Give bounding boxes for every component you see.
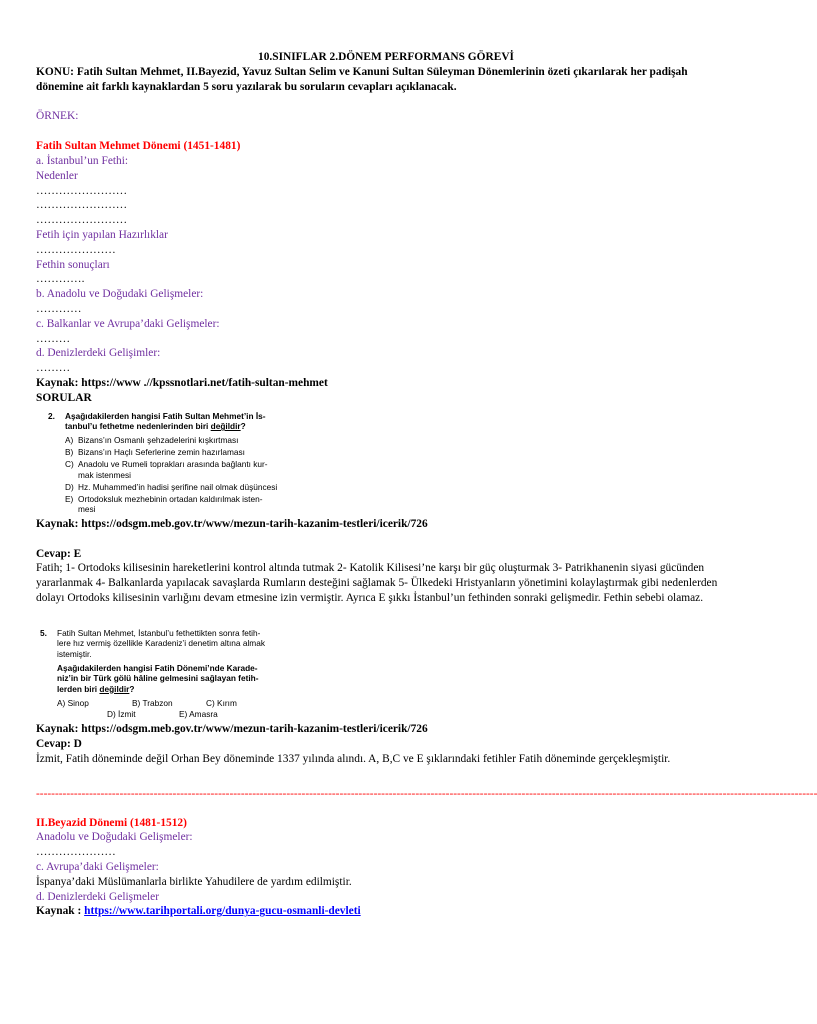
option-text-line: Ortodoksluk mezhebinin ortadan kaldırılmak isten- bbox=[78, 493, 263, 504]
question-intro-line: Fatih Sultan Mehmet, İstanbul’u fethettikten sonra fetih- bbox=[57, 627, 261, 638]
option-text bbox=[78, 459, 268, 480]
question-mark: ? bbox=[129, 683, 135, 694]
question-intro-line: lere hız vermiş özellikle Karadeniz’i denetim altına almak bbox=[57, 638, 265, 649]
option-text-line: Bizans’ın Osmanlı şehzadelerini kışkırtması bbox=[78, 434, 239, 445]
option-letter: E) bbox=[65, 493, 74, 504]
option-e: E) Amasra bbox=[179, 709, 218, 720]
answer-option bbox=[48, 435, 318, 446]
option-letter: C) bbox=[65, 458, 74, 469]
sea-developments-title: d. Denizlerdeki Gelişimler: bbox=[36, 347, 161, 360]
preparations-label: Fetih için yapılan Hazırlıklar bbox=[36, 228, 168, 241]
balkans-developments-title: c. Balkanlar ve Avrupa’daki Gelişmeler: bbox=[36, 317, 220, 330]
sea-developments-title: d. Denizlerdeki Gelişmeler bbox=[36, 890, 160, 903]
answer-option bbox=[48, 494, 318, 515]
question-stem-line: tanbul’u fethetme nedenlerinden biri bbox=[65, 421, 211, 432]
example-label: ÖRNEK: bbox=[36, 110, 79, 123]
option-c: C) Kırım bbox=[206, 698, 237, 709]
answer-options bbox=[48, 435, 318, 515]
answer-option bbox=[48, 482, 318, 493]
source-line: Kaynak: https://odsgm.meb.gov.tr/www/mezun-tarih-kazanim-testleri/icerik/726 bbox=[36, 723, 428, 736]
question-stem-line: niz’in bir Türk gölü hâline gelmesini sağlayan fetih- bbox=[57, 673, 259, 684]
option-text-line: Bizans’ın Haçlı Seferlerine zemin hazırlaması bbox=[78, 446, 245, 457]
placeholder-dots: ………………… bbox=[36, 243, 116, 256]
source-line: Kaynak: https://odsgm.meb.gov.tr/www/mezun-tarih-kazanim-testleri/icerik/726 bbox=[36, 517, 428, 530]
placeholder-dots: …………………… bbox=[36, 214, 128, 227]
reasons-label: Nedenler bbox=[36, 169, 78, 182]
placeholder-dots: …………………… bbox=[36, 199, 128, 212]
answer-label: Cevap: E bbox=[36, 547, 82, 560]
spain-note: İspanya’daki Müslümanlarla birlikte Yahudilere de yardım edilmiştir. bbox=[36, 875, 352, 888]
anatolia-developments-title: Anadolu ve Doğudaki Gelişmeler: bbox=[36, 831, 193, 844]
option-text-line: Hz. Muhammed’in hadisi şerifine nail olmak düşüncesi bbox=[78, 481, 278, 492]
emphasis-word: değildir bbox=[210, 421, 241, 432]
fatih-heading: Fatih Sultan Mehmet Dönemi (1451-1481) bbox=[36, 140, 241, 153]
anatolia-developments-title: b. Anadolu ve Doğudaki Gelişmeler: bbox=[36, 288, 204, 301]
question-intro bbox=[57, 628, 265, 660]
placeholder-dots: ………………… bbox=[36, 846, 116, 859]
answer-option bbox=[48, 447, 318, 458]
answer-option bbox=[48, 459, 318, 480]
source-label: Kaynak : bbox=[36, 905, 85, 918]
placeholder-dots: ……… bbox=[36, 332, 71, 345]
placeholder-dots: …………………… bbox=[36, 184, 128, 197]
option-text-line: Anadolu ve Rumeli toprakları arasında bağlantı kur- bbox=[78, 458, 268, 469]
answer-explanation: Fatih; 1- Ortodoks kilisesinin hareketlerini kontrol altında tutmak 2- Katolik Kilisesi’ne karşı bir güç oluşturmak 3- Patrikhanenin siyasi gücünden yararlanmak 4- Balkanlarda yapılacak savaşlarda Rumların desteğini sağlamak 5- Ülkedeki Hristyanların yönetimini kolaylaştırmak gibi nedenlerden dolayı Ortodoks kilisesinin varlığını devam etmesine izin vermiştir. Ayrıca E şıkkı İstanbul’un fethinden sonraki gelişmedir. Fethin sebebi olamaz. bbox=[36, 562, 718, 605]
document-page bbox=[36, 50, 817, 919]
answer-explanation: İzmit, Fatih döneminde değil Orhan Bey döneminde 1337 yılında alındı. A, B,C ve E şıklarındaki fetihler Fatih döneminde gerçekleşmiştir. bbox=[36, 753, 671, 766]
option-b: B) Trabzon bbox=[132, 698, 173, 709]
question-mark: ? bbox=[240, 421, 246, 432]
placeholder-dots: ……… bbox=[36, 362, 71, 375]
option-text-line: mak istenmesi bbox=[78, 469, 132, 480]
source-link[interactable]: https://www.tarihportali.org/dunya-gucu-osmanli-devleti bbox=[84, 905, 361, 918]
europe-developments-title: c. Avrupa’daki Gelişmeler: bbox=[36, 861, 159, 873]
option-text bbox=[78, 435, 238, 446]
question-stem-line: lerden biri bbox=[57, 683, 100, 694]
option-text-line: mesi bbox=[78, 504, 96, 515]
question-2 bbox=[36, 411, 318, 515]
question-stem bbox=[57, 663, 265, 695]
option-a: A) Sinop bbox=[57, 698, 89, 709]
question-5 bbox=[36, 628, 300, 721]
question-intro-line: istemiştir. bbox=[57, 649, 92, 660]
bayezid-heading: II.Beyazid Dönemi (1481-1512) bbox=[36, 816, 187, 829]
assignment-topic: KONU: Fatih Sultan Mehmet, II.Bayezid, Yavuz Sultan Selim ve Kanuni Sultan Süleyman Dönemlerinin özeti çıkarılarak her padişah dönemine ait farklı kaynaklardan 5 soru yazılarak bu soruların cevapları açıklanacak. bbox=[36, 65, 688, 93]
question-stem bbox=[48, 411, 318, 432]
answer-options bbox=[57, 698, 265, 720]
option-text bbox=[78, 447, 245, 458]
istanbul-conquest-title: a. İstanbul’un Fethi: bbox=[36, 154, 129, 167]
source-line: Kaynak: https://www .//kpssnotlari.net/fatih-sultan-mehmet bbox=[36, 376, 328, 389]
document-title: 10.SINIFLAR 2.DÖNEM PERFORMANS GÖREVİ bbox=[258, 51, 514, 63]
emphasis-word: değildir bbox=[99, 683, 130, 694]
source-line bbox=[36, 904, 736, 919]
option-text bbox=[78, 482, 277, 493]
question-stem-line: Aşağıdakilerden hangisi Fatih Sultan Mehmet’in İs- bbox=[65, 410, 266, 421]
questions-label: SORULAR bbox=[36, 391, 92, 404]
question-stem-line: Aşağıdakilerden hangisi Fatih Dönemi’nde Karade- bbox=[57, 662, 258, 673]
option-letter: D) bbox=[65, 481, 74, 492]
option-d: D) İzmit bbox=[107, 709, 136, 720]
answer-label: Cevap: D bbox=[36, 738, 82, 751]
placeholder-dots: …………. bbox=[36, 273, 85, 286]
placeholder-dots: ………… bbox=[36, 302, 82, 315]
question-number: 2. bbox=[48, 410, 55, 421]
question-number: 5. bbox=[40, 627, 47, 638]
option-letter: A) bbox=[65, 434, 74, 445]
option-letter: B) bbox=[65, 446, 74, 457]
results-label: Fethin sonuçları bbox=[36, 258, 110, 271]
option-text bbox=[78, 494, 262, 515]
section-divider: -------------------------------------------------------------------------------------------------------------------------------------------------------------------------------------------------------------- bbox=[36, 787, 817, 800]
